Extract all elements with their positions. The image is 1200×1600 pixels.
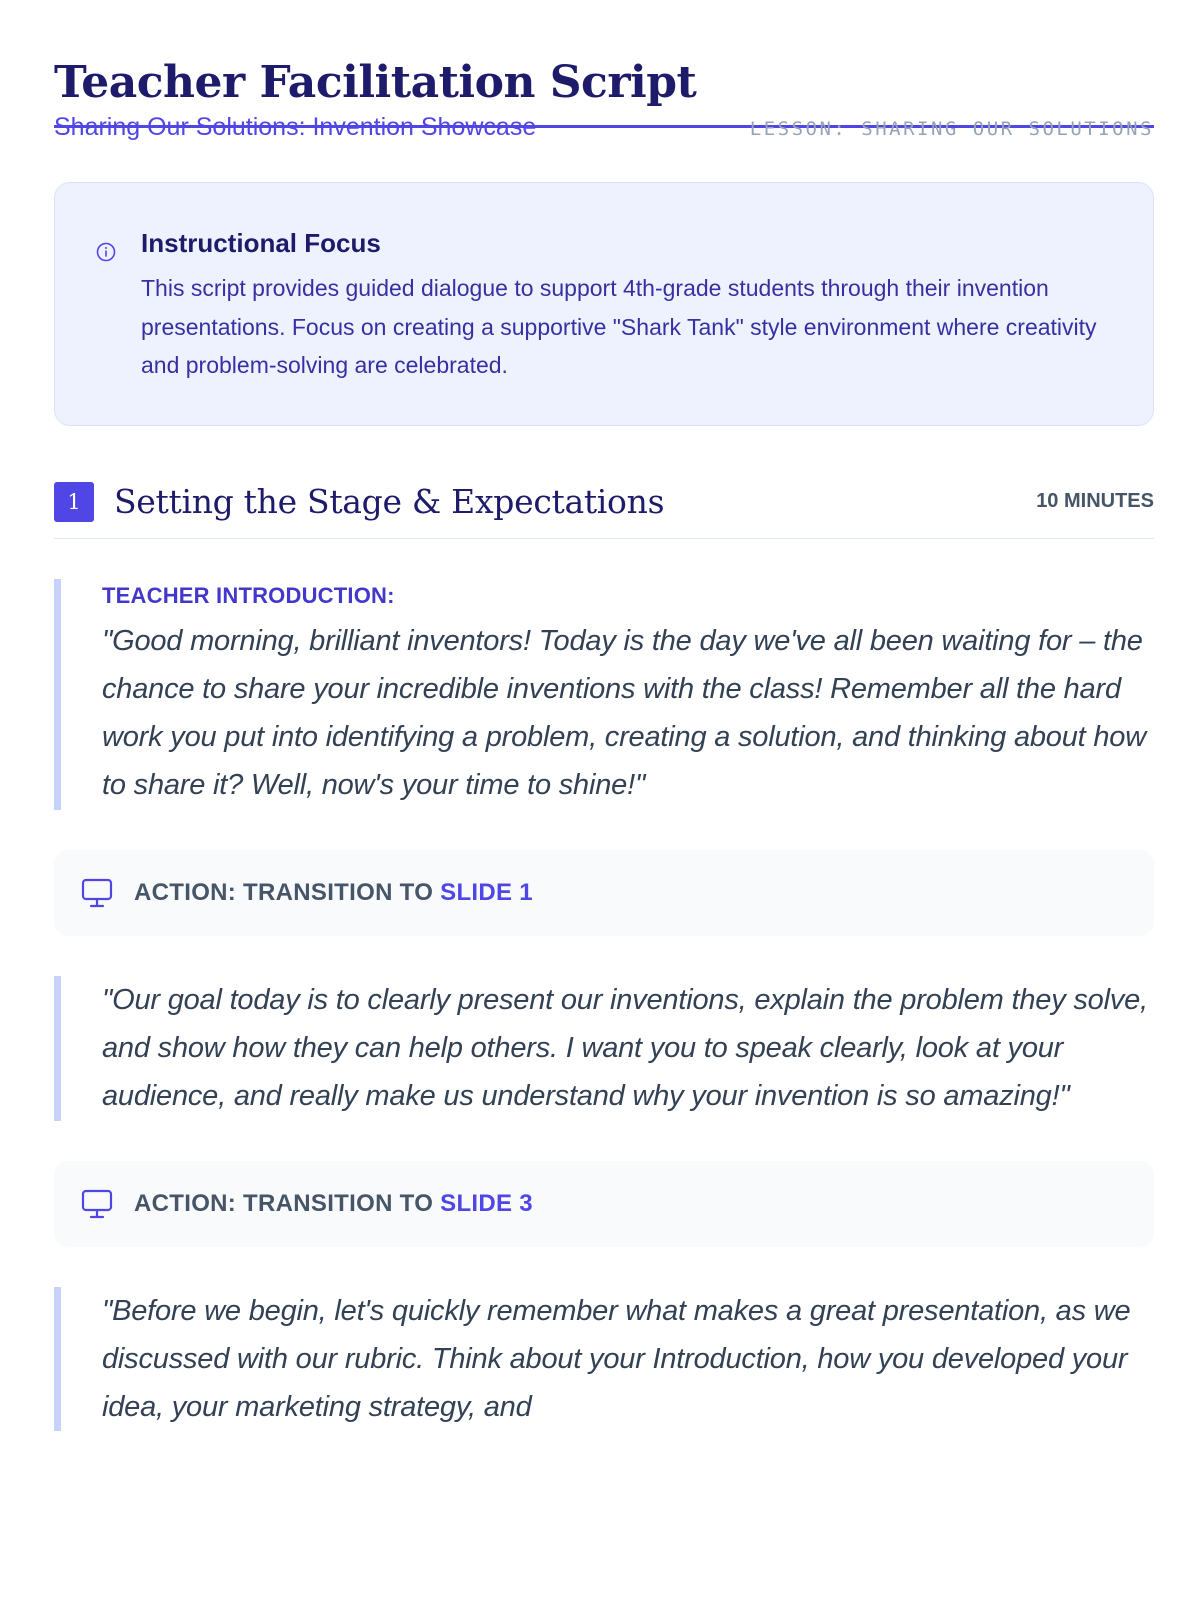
page-subtitle: Sharing Our Solutions: Invention Showcase [54, 113, 537, 141]
action-transition-slide-3 [54, 1161, 1154, 1247]
script-quote-block [54, 579, 1164, 810]
focus-heading: Instructional Focus [141, 228, 381, 258]
section-header [54, 482, 1154, 539]
lesson-tag: LESSON: SHARING OUR SOLUTIONS [749, 118, 1154, 140]
script-quote-text: "Good morning, brilliant inventors! Today is the day we've all been waiting for – the chance to share your incredible inventions with the class! Remember all the hard work you put into identifying a problem, creating a solution, and thinking about how to share it? Well, now's your time to shine!" [102, 624, 1146, 802]
action-label [134, 879, 533, 907]
focus-text: This script provides guided dialogue to support 4th-grade students through their invention presentations. Focus on creating a supportive "Shark Tank" style environment where creativity and problem-solving are celebrated. [141, 275, 1097, 378]
page-title: Teacher Facilitation Script [54, 57, 697, 108]
action-prefix: ACTION: TRANSITION TO [134, 878, 441, 906]
monitor-icon [80, 877, 114, 909]
action-transition-slide-1 [54, 850, 1154, 936]
section-duration: 10 MINUTES [1036, 490, 1154, 512]
monitor-icon [80, 1188, 114, 1220]
action-prefix: ACTION: TRANSITION TO [134, 1189, 441, 1217]
script-quote-text: "Our goal today is to clearly present our inventions, explain the problem they solve, and show how they can help others. I want you to speak clearly, look at your audience, and really make us understand why your invention is so amazing!" [102, 983, 1148, 1113]
script-quote-text: "Before we begin, let's quickly remember what makes a great presentation, as we discussed with our rubric. Think about your Introduction, how you developed your idea, your marketing strategy, and [102, 1294, 1131, 1424]
section-number-badge: 1 [54, 482, 94, 522]
section-title: Setting the Stage & Expectations [114, 482, 665, 521]
teacher-introduction-label: TEACHER INTRODUCTION: [102, 582, 395, 608]
info-icon [95, 227, 141, 263]
action-label [134, 1190, 533, 1218]
focus-content [141, 227, 1113, 385]
script-quote-block [54, 976, 1164, 1121]
script-quote-block [54, 1287, 1164, 1432]
action-slide-ref: SLIDE 1 [440, 878, 533, 906]
action-slide-ref: SLIDE 3 [440, 1189, 533, 1217]
instructional-focus-box [54, 182, 1154, 426]
page-header [54, 0, 1154, 141]
